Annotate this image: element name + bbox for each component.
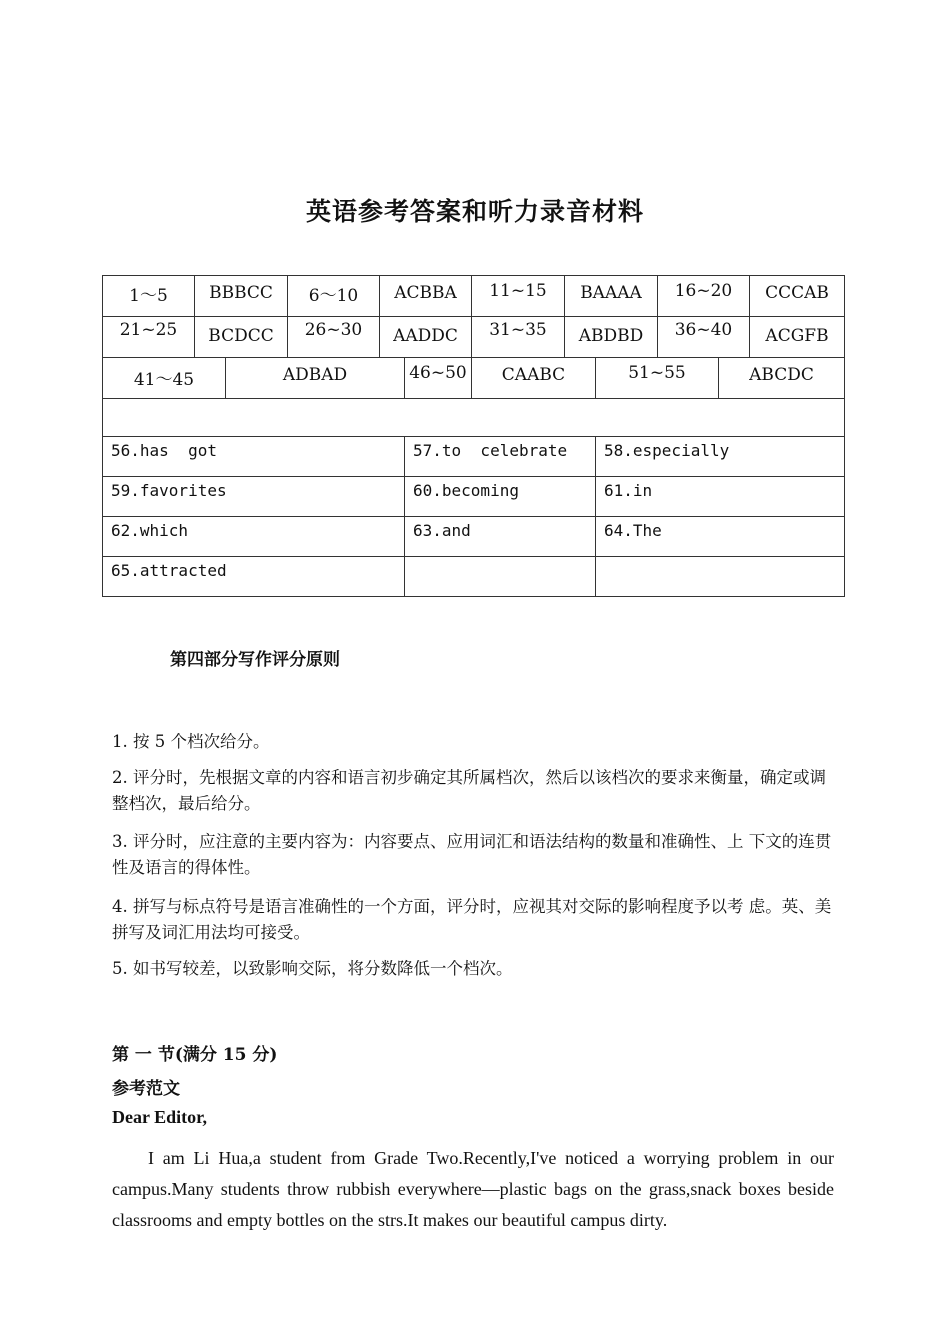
- rule-item: 5. 如书写较差，以致影响交际，将分数降低一个档次。: [112, 959, 513, 978]
- fill-cell: 58.especially: [604, 441, 730, 460]
- essay-paragraph: I am Li Hua,a student from Grade Two.Recently,I've noticed a worrying problem in our campus.Many students throw rubbish everywhere—plastic bags on the grass,snack boxes beside classrooms and empty bottles on the strs.It makes our beautiful campus dirty.: [112, 1148, 834, 1230]
- fill-cell: 60.becoming: [405, 477, 596, 516]
- range-cell: 16~20: [658, 276, 750, 316]
- answer-cell: BCDCC: [195, 317, 288, 357]
- answer-cell: ACBBA: [380, 276, 472, 316]
- range-cell: 36~40: [658, 317, 750, 357]
- fill-cell: 63.and: [405, 517, 596, 556]
- answer-row-2: [102, 317, 845, 358]
- fill-row: [102, 517, 845, 557]
- page-title: 英语参考答案和听力录音材料: [305, 197, 644, 226]
- rule-item: 1. 按 5 个档次给分。: [112, 732, 270, 751]
- fill-cell: 61.in: [604, 481, 653, 500]
- range-cell: 1～5: [103, 276, 195, 316]
- salutation: Dear Editor,: [112, 1107, 208, 1127]
- blank-row: [102, 399, 845, 437]
- fill-cell: [596, 557, 844, 596]
- fill-row: [102, 437, 845, 477]
- writing-heading: 第四部分写作评分原则: [170, 650, 340, 670]
- answer-cell: AADDC: [380, 317, 472, 357]
- answer-cell: ACGFB: [765, 326, 829, 346]
- answer-cell: BAAAA: [565, 276, 658, 316]
- range-cell: 41～45: [103, 358, 226, 398]
- answer-table: [102, 275, 845, 597]
- fill-cell: [405, 557, 596, 596]
- sample-label: 参考范文: [112, 1079, 180, 1099]
- range-cell: 26~30: [288, 317, 380, 357]
- section-heading: 第 一 节(满分 15 分): [112, 1045, 278, 1065]
- fill-cell: 64.The: [604, 521, 662, 540]
- fill-cell: 62.which: [103, 517, 405, 556]
- range-cell: 11~15: [472, 276, 565, 316]
- rule-item: 4. 拼写与标点符号是语言准确性的一个方面，评分时，应视其对交际的影响程度予以考 虑。英、美拼写及词汇用法均可接受。: [112, 897, 832, 942]
- range-cell: 46~50: [405, 358, 472, 398]
- fill-cell: 65.attracted: [103, 557, 405, 596]
- rule-item: 2. 评分时，先根据文章的内容和语言初步确定其所属档次，然后以该档次的要求来衡量，确定或调整档次，最后给分。: [112, 768, 826, 813]
- range-cell: 31~35: [472, 317, 565, 357]
- fill-cell: 56.has got: [103, 437, 405, 476]
- answer-cell: BBBCC: [195, 276, 288, 316]
- answer-row-3: [102, 358, 845, 399]
- fill-row: [102, 477, 845, 517]
- range-cell: 6～10: [288, 276, 380, 316]
- answer-cell: CCCAB: [765, 283, 829, 303]
- answer-cell: ABCDC: [749, 365, 814, 385]
- fill-cell: 59.favorites: [103, 477, 405, 516]
- fill-row: [102, 557, 845, 597]
- answer-cell: ABDBD: [565, 317, 658, 357]
- rule-item: 3. 评分时，应注意的主要内容为：内容要点、应用词汇和语法结构的数量和准确性、上 下文的连贯性及语言的得体性。: [112, 832, 832, 877]
- range-cell: 51~55: [596, 358, 719, 398]
- fill-cell: 57.to celebrate: [405, 437, 596, 476]
- answer-cell: CAABC: [472, 358, 596, 398]
- answer-row-1: [102, 275, 845, 317]
- range-cell: 21~25: [103, 317, 195, 357]
- answer-cell: ADBAD: [226, 358, 405, 398]
